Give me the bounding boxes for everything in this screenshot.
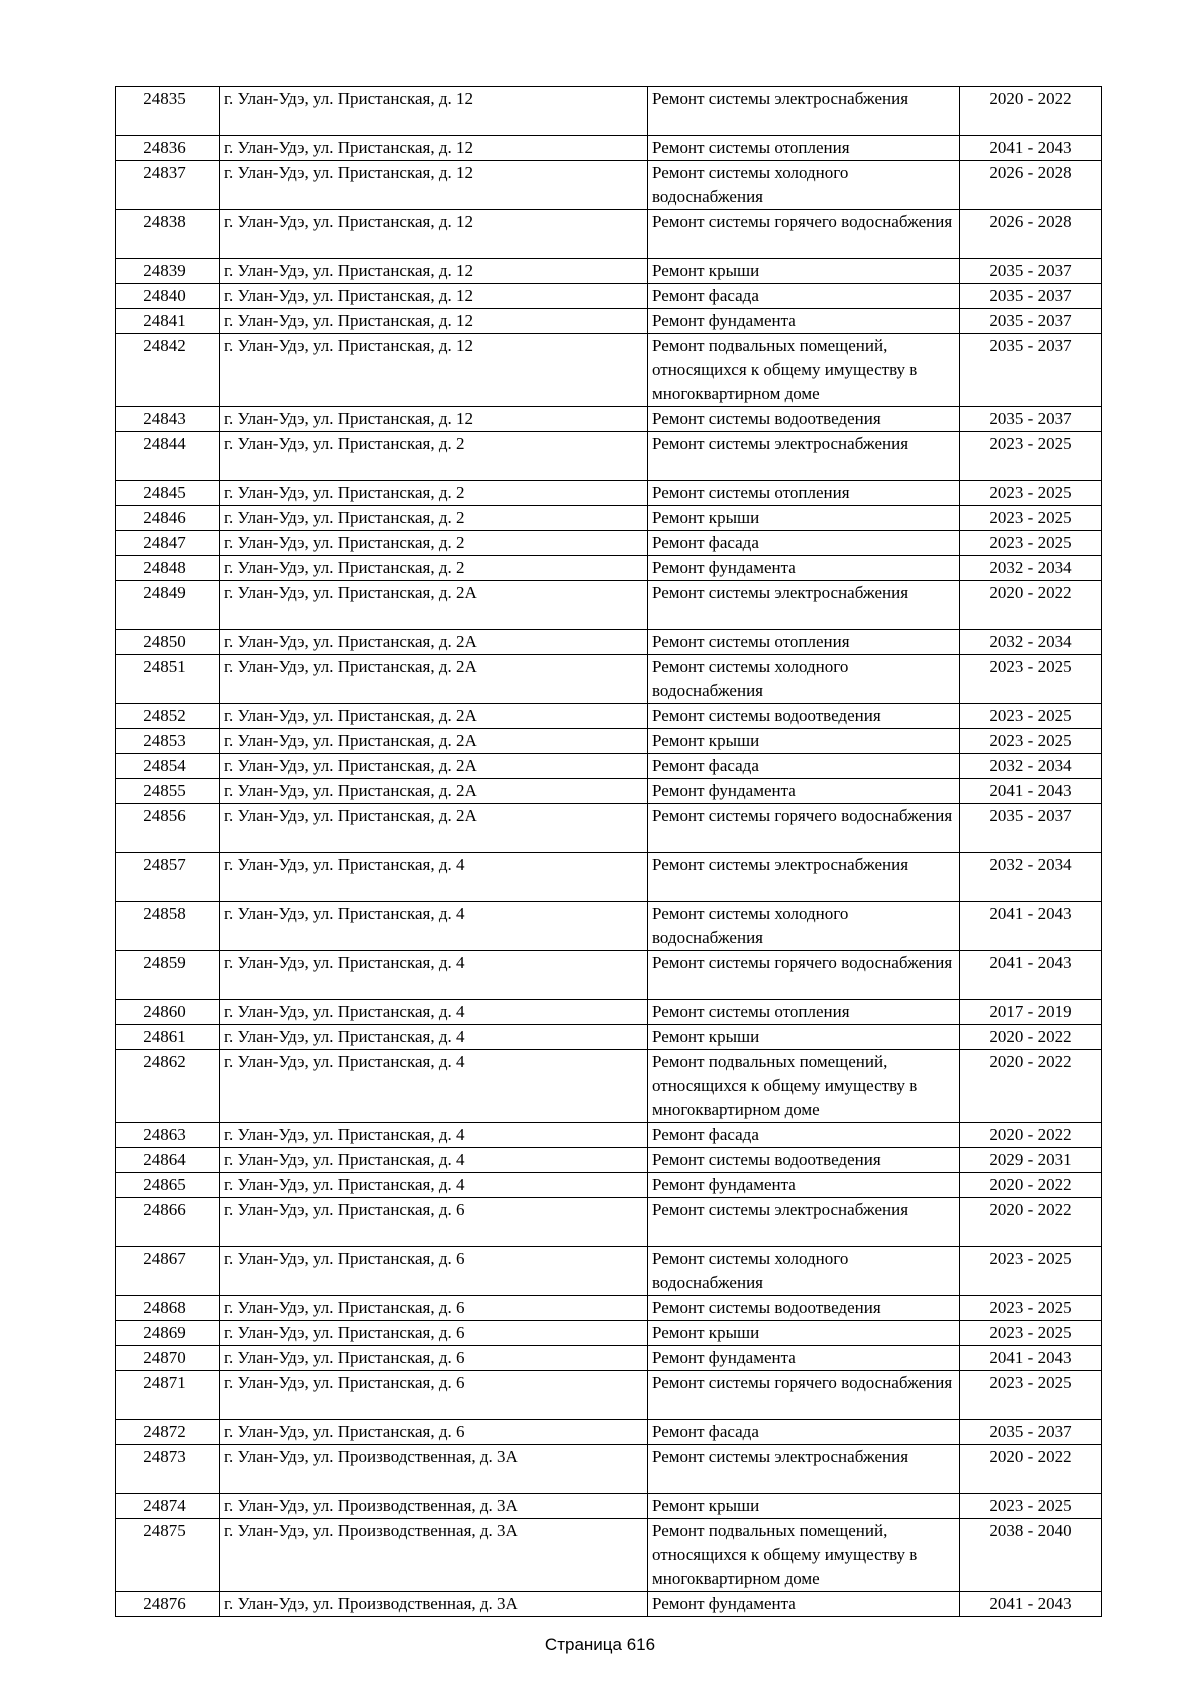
row-id-cell: 24844 bbox=[116, 432, 220, 481]
row-id-cell: 24866 bbox=[116, 1198, 220, 1247]
row-work-type-cell: Ремонт системы электроснабжения bbox=[648, 581, 960, 630]
row-id-cell: 24838 bbox=[116, 210, 220, 259]
row-id-cell: 24860 bbox=[116, 1000, 220, 1025]
row-address-cell: г. Улан-Удэ, ул. Пристанская, д. 2А bbox=[220, 779, 648, 804]
row-address-cell: г. Улан-Удэ, ул. Пристанская, д. 2 bbox=[220, 432, 648, 481]
row-id-cell: 24869 bbox=[116, 1321, 220, 1346]
row-address-cell: г. Улан-Удэ, ул. Пристанская, д. 4 bbox=[220, 951, 648, 1000]
row-address-cell: г. Улан-Удэ, ул. Пристанская, д. 6 bbox=[220, 1321, 648, 1346]
row-work-type-cell: Ремонт системы электроснабжения bbox=[648, 853, 960, 902]
page-number: Страница 616 bbox=[544, 1635, 656, 1654]
row-address-cell: г. Улан-Удэ, ул. Пристанская, д. 12 bbox=[220, 284, 648, 309]
table-row bbox=[116, 853, 1102, 902]
row-work-type-cell: Ремонт системы электроснабжения bbox=[648, 1198, 960, 1247]
row-id-cell: 24876 bbox=[116, 1592, 220, 1617]
table-row bbox=[116, 902, 1102, 951]
table-row bbox=[116, 556, 1102, 581]
row-work-type-cell: Ремонт системы горячего водоснабжения bbox=[648, 210, 960, 259]
row-work-type-cell: Ремонт крыши bbox=[648, 1321, 960, 1346]
row-address-cell: г. Улан-Удэ, ул. Пристанская, д. 6 bbox=[220, 1346, 648, 1371]
row-work-type-cell: Ремонт системы отопления bbox=[648, 481, 960, 506]
row-address-cell: г. Улан-Удэ, ул. Пристанская, д. 4 bbox=[220, 853, 648, 902]
row-id-cell: 24836 bbox=[116, 136, 220, 161]
table-row bbox=[116, 432, 1102, 481]
table-row bbox=[116, 259, 1102, 284]
row-address-cell: г. Улан-Удэ, ул. Пристанская, д. 12 bbox=[220, 210, 648, 259]
row-period-cell: 2035 - 2037 bbox=[960, 259, 1102, 284]
row-address-cell: г. Улан-Удэ, ул. Пристанская, д. 6 bbox=[220, 1371, 648, 1420]
row-work-type-cell: Ремонт системы горячего водоснабжения bbox=[648, 804, 960, 853]
row-work-type-cell: Ремонт фундамента bbox=[648, 1173, 960, 1198]
row-work-type-cell: Ремонт системы водоотведения bbox=[648, 704, 960, 729]
row-period-cell: 2026 - 2028 bbox=[960, 161, 1102, 210]
row-id-cell: 24873 bbox=[116, 1445, 220, 1494]
row-work-type-cell: Ремонт системы холодного водоснабжения bbox=[648, 161, 960, 210]
table-row bbox=[116, 1321, 1102, 1346]
row-work-type-cell: Ремонт системы водоотведения bbox=[648, 1296, 960, 1321]
row-address-cell: г. Улан-Удэ, ул. Пристанская, д. 12 bbox=[220, 309, 648, 334]
row-period-cell: 2023 - 2025 bbox=[960, 729, 1102, 754]
row-work-type-cell: Ремонт подвальных помещений, относящихся к общему имуществу в многоквартирном доме bbox=[648, 1050, 960, 1123]
row-id-cell: 24839 bbox=[116, 259, 220, 284]
table-row bbox=[116, 1173, 1102, 1198]
table-row bbox=[116, 407, 1102, 432]
row-id-cell: 24871 bbox=[116, 1371, 220, 1420]
row-address-cell: г. Улан-Удэ, ул. Пристанская, д. 4 bbox=[220, 1123, 648, 1148]
row-address-cell: г. Улан-Удэ, ул. Пристанская, д. 6 bbox=[220, 1247, 648, 1296]
row-period-cell: 2041 - 2043 bbox=[960, 951, 1102, 1000]
row-id-cell: 24858 bbox=[116, 902, 220, 951]
row-period-cell: 2035 - 2037 bbox=[960, 407, 1102, 432]
row-work-type-cell: Ремонт системы отопления bbox=[648, 630, 960, 655]
row-work-type-cell: Ремонт фасада bbox=[648, 531, 960, 556]
row-work-type-cell: Ремонт крыши bbox=[648, 1494, 960, 1519]
table-body bbox=[116, 87, 1102, 1617]
row-id-cell: 24874 bbox=[116, 1494, 220, 1519]
row-work-type-cell: Ремонт подвальных помещений, относящихся к общему имуществу в многоквартирном доме bbox=[648, 334, 960, 407]
table-row bbox=[116, 804, 1102, 853]
row-address-cell: г. Улан-Удэ, ул. Производственная, д. 3А bbox=[220, 1592, 648, 1617]
row-id-cell: 24850 bbox=[116, 630, 220, 655]
row-period-cell: 2041 - 2043 bbox=[960, 1346, 1102, 1371]
row-period-cell: 2032 - 2034 bbox=[960, 556, 1102, 581]
row-period-cell: 2035 - 2037 bbox=[960, 1420, 1102, 1445]
row-id-cell: 24840 bbox=[116, 284, 220, 309]
table-row bbox=[116, 309, 1102, 334]
row-period-cell: 2035 - 2037 bbox=[960, 309, 1102, 334]
row-address-cell: г. Улан-Удэ, ул. Пристанская, д. 4 bbox=[220, 1173, 648, 1198]
table-row bbox=[116, 87, 1102, 136]
table-row bbox=[116, 1494, 1102, 1519]
table-row bbox=[116, 1420, 1102, 1445]
row-period-cell: 2035 - 2037 bbox=[960, 284, 1102, 309]
row-address-cell: г. Улан-Удэ, ул. Пристанская, д. 2А bbox=[220, 704, 648, 729]
row-period-cell: 2038 - 2040 bbox=[960, 1519, 1102, 1592]
row-work-type-cell: Ремонт системы холодного водоснабжения bbox=[648, 902, 960, 951]
row-work-type-cell: Ремонт крыши bbox=[648, 729, 960, 754]
repair-schedule-table bbox=[115, 86, 1102, 1617]
row-address-cell: г. Улан-Удэ, ул. Пристанская, д. 2А bbox=[220, 729, 648, 754]
table-row bbox=[116, 754, 1102, 779]
row-period-cell: 2035 - 2037 bbox=[960, 804, 1102, 853]
table-row bbox=[116, 1519, 1102, 1592]
row-address-cell: г. Улан-Удэ, ул. Пристанская, д. 2А bbox=[220, 630, 648, 655]
row-work-type-cell: Ремонт фасада bbox=[648, 754, 960, 779]
row-period-cell: 2023 - 2025 bbox=[960, 1247, 1102, 1296]
row-period-cell: 2023 - 2025 bbox=[960, 506, 1102, 531]
table-row bbox=[116, 1592, 1102, 1617]
row-address-cell: г. Улан-Удэ, ул. Пристанская, д. 6 bbox=[220, 1198, 648, 1247]
row-period-cell: 2020 - 2022 bbox=[960, 87, 1102, 136]
row-work-type-cell: Ремонт крыши bbox=[648, 1025, 960, 1050]
row-period-cell: 2020 - 2022 bbox=[960, 1123, 1102, 1148]
row-period-cell: 2026 - 2028 bbox=[960, 210, 1102, 259]
row-address-cell: г. Улан-Удэ, ул. Пристанская, д. 12 bbox=[220, 161, 648, 210]
row-id-cell: 24853 bbox=[116, 729, 220, 754]
row-address-cell: г. Улан-Удэ, ул. Пристанская, д. 2 bbox=[220, 506, 648, 531]
row-work-type-cell: Ремонт системы отопления bbox=[648, 136, 960, 161]
row-address-cell: г. Улан-Удэ, ул. Пристанская, д. 2А bbox=[220, 581, 648, 630]
row-period-cell: 2041 - 2043 bbox=[960, 1592, 1102, 1617]
table-row bbox=[116, 506, 1102, 531]
row-period-cell: 2041 - 2043 bbox=[960, 136, 1102, 161]
table-row bbox=[116, 729, 1102, 754]
row-id-cell: 24847 bbox=[116, 531, 220, 556]
row-id-cell: 24848 bbox=[116, 556, 220, 581]
row-address-cell: г. Улан-Удэ, ул. Пристанская, д. 12 bbox=[220, 87, 648, 136]
row-work-type-cell: Ремонт фасада bbox=[648, 1123, 960, 1148]
row-address-cell: г. Улан-Удэ, ул. Пристанская, д. 6 bbox=[220, 1420, 648, 1445]
row-period-cell: 2029 - 2031 bbox=[960, 1148, 1102, 1173]
row-id-cell: 24837 bbox=[116, 161, 220, 210]
table-row bbox=[116, 1123, 1102, 1148]
table-row bbox=[116, 531, 1102, 556]
table-row bbox=[116, 1346, 1102, 1371]
row-id-cell: 24864 bbox=[116, 1148, 220, 1173]
row-address-cell: г. Улан-Удэ, ул. Пристанская, д. 4 bbox=[220, 1000, 648, 1025]
row-period-cell: 2023 - 2025 bbox=[960, 481, 1102, 506]
table-row bbox=[116, 1198, 1102, 1247]
row-period-cell: 2023 - 2025 bbox=[960, 1494, 1102, 1519]
row-period-cell: 2020 - 2022 bbox=[960, 1173, 1102, 1198]
table-row bbox=[116, 951, 1102, 1000]
row-work-type-cell: Ремонт фундамента bbox=[648, 779, 960, 804]
row-id-cell: 24856 bbox=[116, 804, 220, 853]
row-period-cell: 2020 - 2022 bbox=[960, 1025, 1102, 1050]
row-address-cell: г. Улан-Удэ, ул. Пристанская, д. 12 bbox=[220, 334, 648, 407]
row-work-type-cell: Ремонт системы электроснабжения bbox=[648, 1445, 960, 1494]
table-row bbox=[116, 1050, 1102, 1123]
table-row bbox=[116, 779, 1102, 804]
row-id-cell: 24846 bbox=[116, 506, 220, 531]
table-row bbox=[116, 481, 1102, 506]
table-row bbox=[116, 1247, 1102, 1296]
row-id-cell: 24849 bbox=[116, 581, 220, 630]
table-row bbox=[116, 284, 1102, 309]
row-period-cell: 2023 - 2025 bbox=[960, 432, 1102, 481]
row-period-cell: 2032 - 2034 bbox=[960, 853, 1102, 902]
row-address-cell: г. Улан-Удэ, ул. Пристанская, д. 2А bbox=[220, 655, 648, 704]
row-work-type-cell: Ремонт системы водоотведения bbox=[648, 1148, 960, 1173]
row-id-cell: 24854 bbox=[116, 754, 220, 779]
row-work-type-cell: Ремонт фундамента bbox=[648, 309, 960, 334]
row-period-cell: 2035 - 2037 bbox=[960, 334, 1102, 407]
table-row bbox=[116, 704, 1102, 729]
table-row bbox=[116, 1000, 1102, 1025]
row-work-type-cell: Ремонт системы холодного водоснабжения bbox=[648, 655, 960, 704]
row-period-cell: 2032 - 2034 bbox=[960, 630, 1102, 655]
row-work-type-cell: Ремонт крыши bbox=[648, 506, 960, 531]
row-address-cell: г. Улан-Удэ, ул. Пристанская, д. 6 bbox=[220, 1296, 648, 1321]
row-address-cell: г. Улан-Удэ, ул. Пристанская, д. 4 bbox=[220, 902, 648, 951]
row-address-cell: г. Улан-Удэ, ул. Пристанская, д. 2 bbox=[220, 531, 648, 556]
row-work-type-cell: Ремонт системы горячего водоснабжения bbox=[648, 1371, 960, 1420]
row-period-cell: 2023 - 2025 bbox=[960, 531, 1102, 556]
table-row bbox=[116, 1445, 1102, 1494]
row-id-cell: 24875 bbox=[116, 1519, 220, 1592]
row-address-cell: г. Улан-Удэ, ул. Производственная, д. 3А bbox=[220, 1519, 648, 1592]
row-period-cell: 2023 - 2025 bbox=[960, 704, 1102, 729]
row-id-cell: 24855 bbox=[116, 779, 220, 804]
row-period-cell: 2041 - 2043 bbox=[960, 902, 1102, 951]
table-row bbox=[116, 136, 1102, 161]
row-period-cell: 2041 - 2043 bbox=[960, 779, 1102, 804]
row-address-cell: г. Улан-Удэ, ул. Пристанская, д. 2 bbox=[220, 481, 648, 506]
row-period-cell: 2023 - 2025 bbox=[960, 1296, 1102, 1321]
row-period-cell: 2023 - 2025 bbox=[960, 655, 1102, 704]
row-id-cell: 24862 bbox=[116, 1050, 220, 1123]
row-id-cell: 24835 bbox=[116, 87, 220, 136]
row-id-cell: 24842 bbox=[116, 334, 220, 407]
row-work-type-cell: Ремонт фундамента bbox=[648, 1592, 960, 1617]
row-work-type-cell: Ремонт системы электроснабжения bbox=[648, 432, 960, 481]
row-id-cell: 24865 bbox=[116, 1173, 220, 1198]
row-work-type-cell: Ремонт фасада bbox=[648, 1420, 960, 1445]
row-id-cell: 24861 bbox=[116, 1025, 220, 1050]
row-id-cell: 24843 bbox=[116, 407, 220, 432]
table-row bbox=[116, 581, 1102, 630]
row-period-cell: 2017 - 2019 bbox=[960, 1000, 1102, 1025]
row-period-cell: 2020 - 2022 bbox=[960, 581, 1102, 630]
row-address-cell: г. Улан-Удэ, ул. Пристанская, д. 12 bbox=[220, 136, 648, 161]
row-id-cell: 24867 bbox=[116, 1247, 220, 1296]
row-period-cell: 2020 - 2022 bbox=[960, 1445, 1102, 1494]
row-work-type-cell: Ремонт крыши bbox=[648, 259, 960, 284]
row-id-cell: 24857 bbox=[116, 853, 220, 902]
row-work-type-cell: Ремонт подвальных помещений, относящихся к общему имуществу в многоквартирном доме bbox=[648, 1519, 960, 1592]
row-address-cell: г. Улан-Удэ, ул. Пристанская, д. 4 bbox=[220, 1148, 648, 1173]
table-row bbox=[116, 1296, 1102, 1321]
row-period-cell: 2023 - 2025 bbox=[960, 1321, 1102, 1346]
row-id-cell: 24841 bbox=[116, 309, 220, 334]
row-work-type-cell: Ремонт системы холодного водоснабжения bbox=[648, 1247, 960, 1296]
row-address-cell: г. Улан-Удэ, ул. Пристанская, д. 12 bbox=[220, 259, 648, 284]
row-id-cell: 24851 bbox=[116, 655, 220, 704]
row-work-type-cell: Ремонт системы водоотведения bbox=[648, 407, 960, 432]
row-period-cell: 2032 - 2034 bbox=[960, 754, 1102, 779]
row-id-cell: 24863 bbox=[116, 1123, 220, 1148]
row-id-cell: 24845 bbox=[116, 481, 220, 506]
table-row bbox=[116, 210, 1102, 259]
row-work-type-cell: Ремонт фасада bbox=[648, 284, 960, 309]
row-period-cell: 2023 - 2025 bbox=[960, 1371, 1102, 1420]
row-id-cell: 24859 bbox=[116, 951, 220, 1000]
row-address-cell: г. Улан-Удэ, ул. Пристанская, д. 2А bbox=[220, 804, 648, 853]
row-id-cell: 24852 bbox=[116, 704, 220, 729]
row-id-cell: 24872 bbox=[116, 1420, 220, 1445]
row-address-cell: г. Улан-Удэ, ул. Пристанская, д. 2А bbox=[220, 754, 648, 779]
row-work-type-cell: Ремонт системы горячего водоснабжения bbox=[648, 951, 960, 1000]
row-work-type-cell: Ремонт фундамента bbox=[648, 556, 960, 581]
table-row bbox=[116, 1148, 1102, 1173]
table-row bbox=[116, 161, 1102, 210]
table-row bbox=[116, 630, 1102, 655]
row-work-type-cell: Ремонт системы отопления bbox=[648, 1000, 960, 1025]
row-address-cell: г. Улан-Удэ, ул. Пристанская, д. 12 bbox=[220, 407, 648, 432]
row-address-cell: г. Улан-Удэ, ул. Пристанская, д. 2 bbox=[220, 556, 648, 581]
row-address-cell: г. Улан-Удэ, ул. Пристанская, д. 4 bbox=[220, 1050, 648, 1123]
table-row bbox=[116, 655, 1102, 704]
table-row bbox=[116, 1371, 1102, 1420]
row-address-cell: г. Улан-Удэ, ул. Производственная, д. 3А bbox=[220, 1494, 648, 1519]
row-id-cell: 24868 bbox=[116, 1296, 220, 1321]
row-period-cell: 2020 - 2022 bbox=[960, 1198, 1102, 1247]
row-id-cell: 24870 bbox=[116, 1346, 220, 1371]
row-work-type-cell: Ремонт системы электроснабжения bbox=[648, 87, 960, 136]
row-address-cell: г. Улан-Удэ, ул. Производственная, д. 3А bbox=[220, 1445, 648, 1494]
row-address-cell: г. Улан-Удэ, ул. Пристанская, д. 4 bbox=[220, 1025, 648, 1050]
table-row bbox=[116, 1025, 1102, 1050]
table-row bbox=[116, 334, 1102, 407]
row-work-type-cell: Ремонт фундамента bbox=[648, 1346, 960, 1371]
row-period-cell: 2020 - 2022 bbox=[960, 1050, 1102, 1123]
